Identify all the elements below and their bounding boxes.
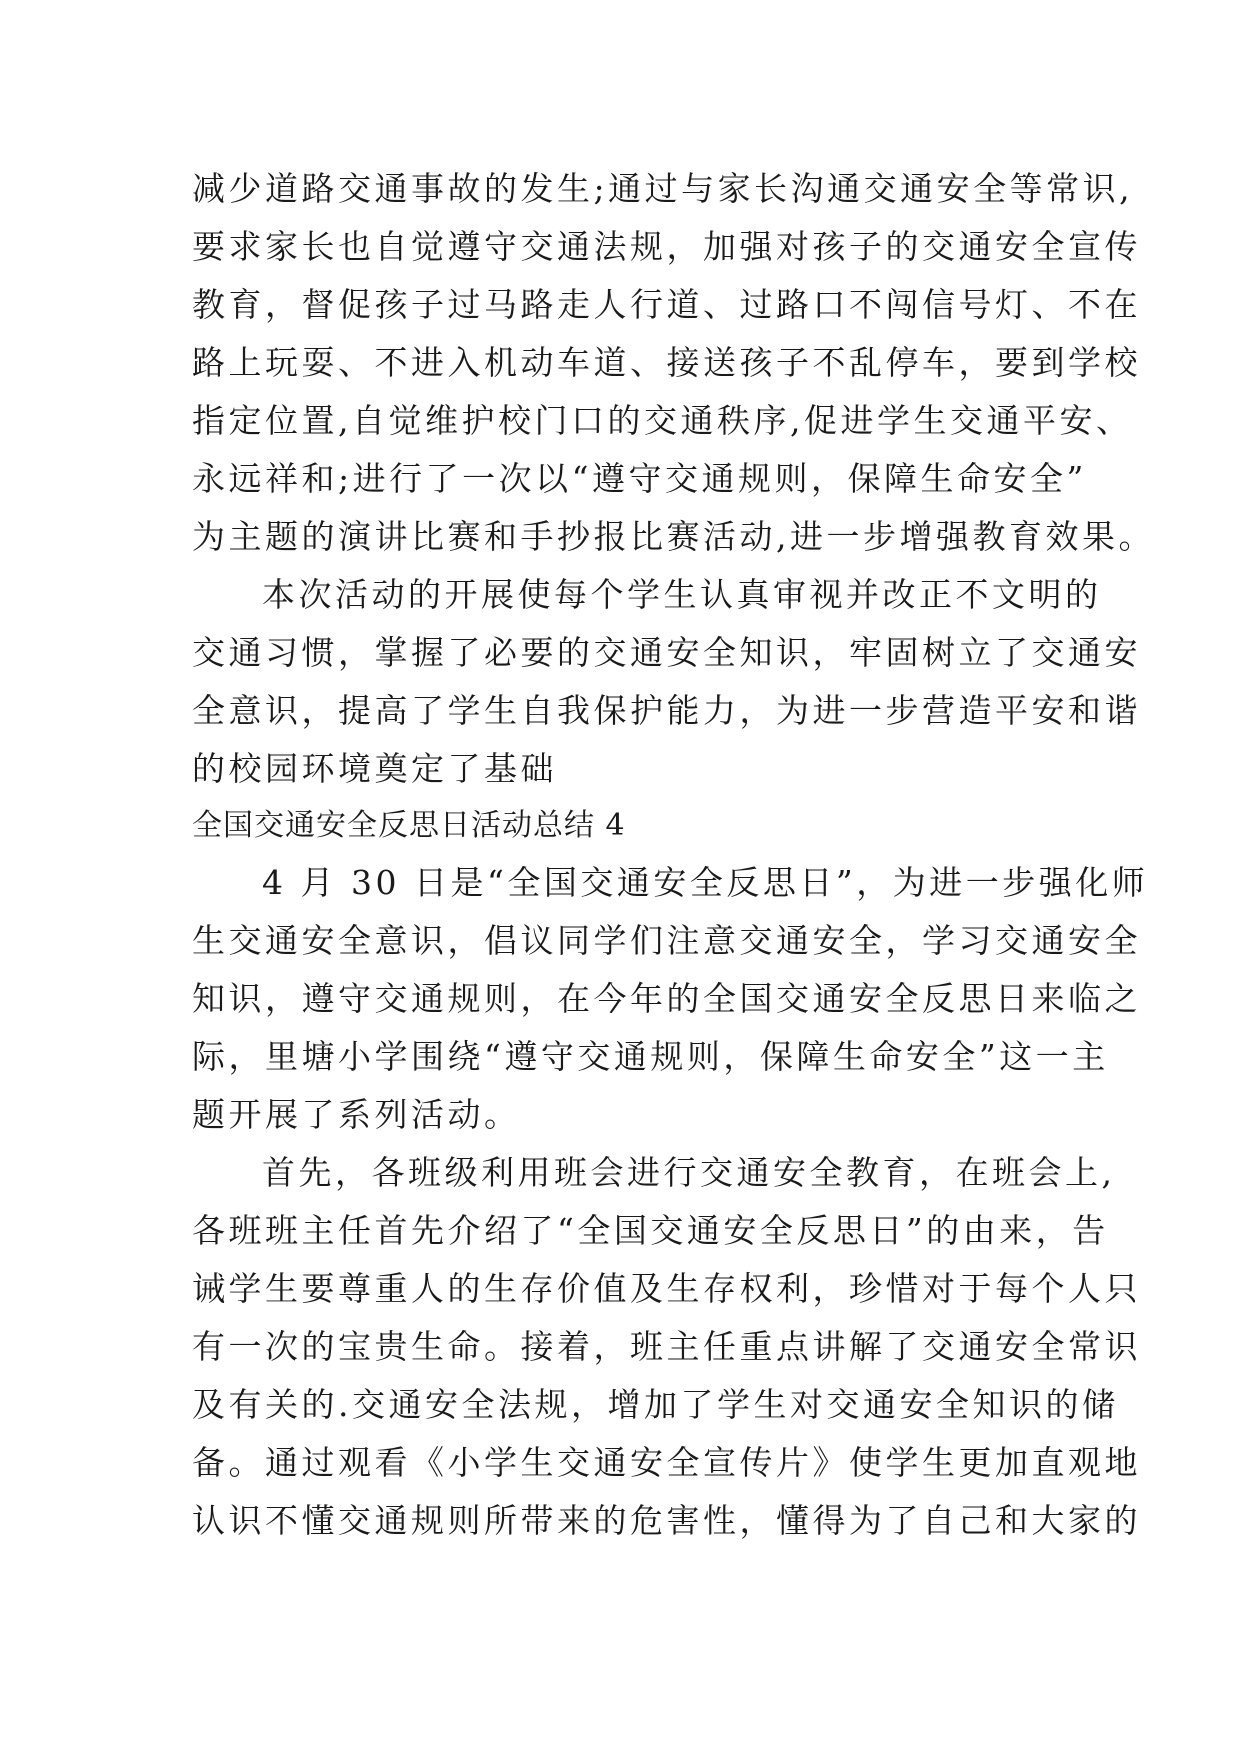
text-line: 全意识，提高了学生自我保护能力，为进一步营造平安和谐 (192, 691, 1141, 730)
text-line: 首先，各班级利用班会进行交通安全教育，在班会上, (262, 1153, 1116, 1192)
text-line: 生交通安全意识，倡议同学们注意交通安全，学习交通安全 (192, 921, 1141, 960)
text-line: 题开展了系列活动。 (192, 1095, 521, 1134)
text-line: 及有关的.交通安全法规，增加了学生对交通安全知识的储 (192, 1385, 1119, 1424)
text-line: 本次活动的开展使每个学生认真审视并改正不文明的 (262, 575, 1102, 614)
text-line: 为主题的演讲比赛和手抄报比赛活动,进一步增强教育效果。 (192, 517, 1155, 556)
paragraph-1 (192, 160, 1155, 566)
text-line: 指定位置,自觉维护校门口的交通秩序,促进学生交通平安、 (192, 401, 1133, 440)
text-line: 诫学生要尊重人的生存价值及生存权利，珍惜对于每个人只 (192, 1269, 1141, 1308)
section-heading: 全国交通安全反思日活动总结 4 (192, 808, 626, 843)
text-line: 要求家长也自觉遵守交通法规，加强对孩子的交通安全宣传 (192, 227, 1141, 266)
paragraph-3 (192, 854, 1149, 1144)
text-line: 各班班主任首先介绍了“全国交通安全反思日”的由来，告 (192, 1211, 1109, 1250)
text-line: 路上玩耍、不进入机动车道、接送孩子不乱停车，要到学校 (192, 343, 1141, 382)
text-line: 际，里塘小学围绕“遵守交通规则，保障生命安全”这一主 (192, 1037, 1109, 1076)
text-line: 备。通过观看《小学生交通安全宣传片》使学生更加直观地 (192, 1443, 1141, 1482)
paragraph-4 (192, 1144, 1141, 1550)
text-line: 的校园环境奠定了基础 (192, 749, 557, 788)
text-line: 有一次的宝贵生命。接着，班主任重点讲解了交通安全常识 (192, 1327, 1141, 1366)
text-line: 知识，遵守交通规则，在今年的全国交通安全反思日来临之 (192, 979, 1141, 1018)
text-line: 交通习惯，掌握了必要的交通安全知识，牢固树立了交通安 (192, 633, 1141, 672)
document-body (192, 160, 1155, 1550)
text-line: 教育，督促孩子过马路走人行道、过路口不闯信号灯、不在 (192, 285, 1141, 324)
text-line: 认识不懂交通规则所带来的危害性，懂得为了自己和大家的 (192, 1501, 1141, 1540)
text-line: 减少道路交通事故的发生;通过与家长沟通交通安全等常识, (192, 169, 1134, 208)
paragraph-2 (192, 566, 1141, 798)
text-line: 4 月 30 日是“全国交通安全反思日”，为进一步强化师 (262, 863, 1149, 902)
text-line: 永远祥和;进行了一次以“遵守交通规则，保障生命安全” (192, 459, 1087, 498)
